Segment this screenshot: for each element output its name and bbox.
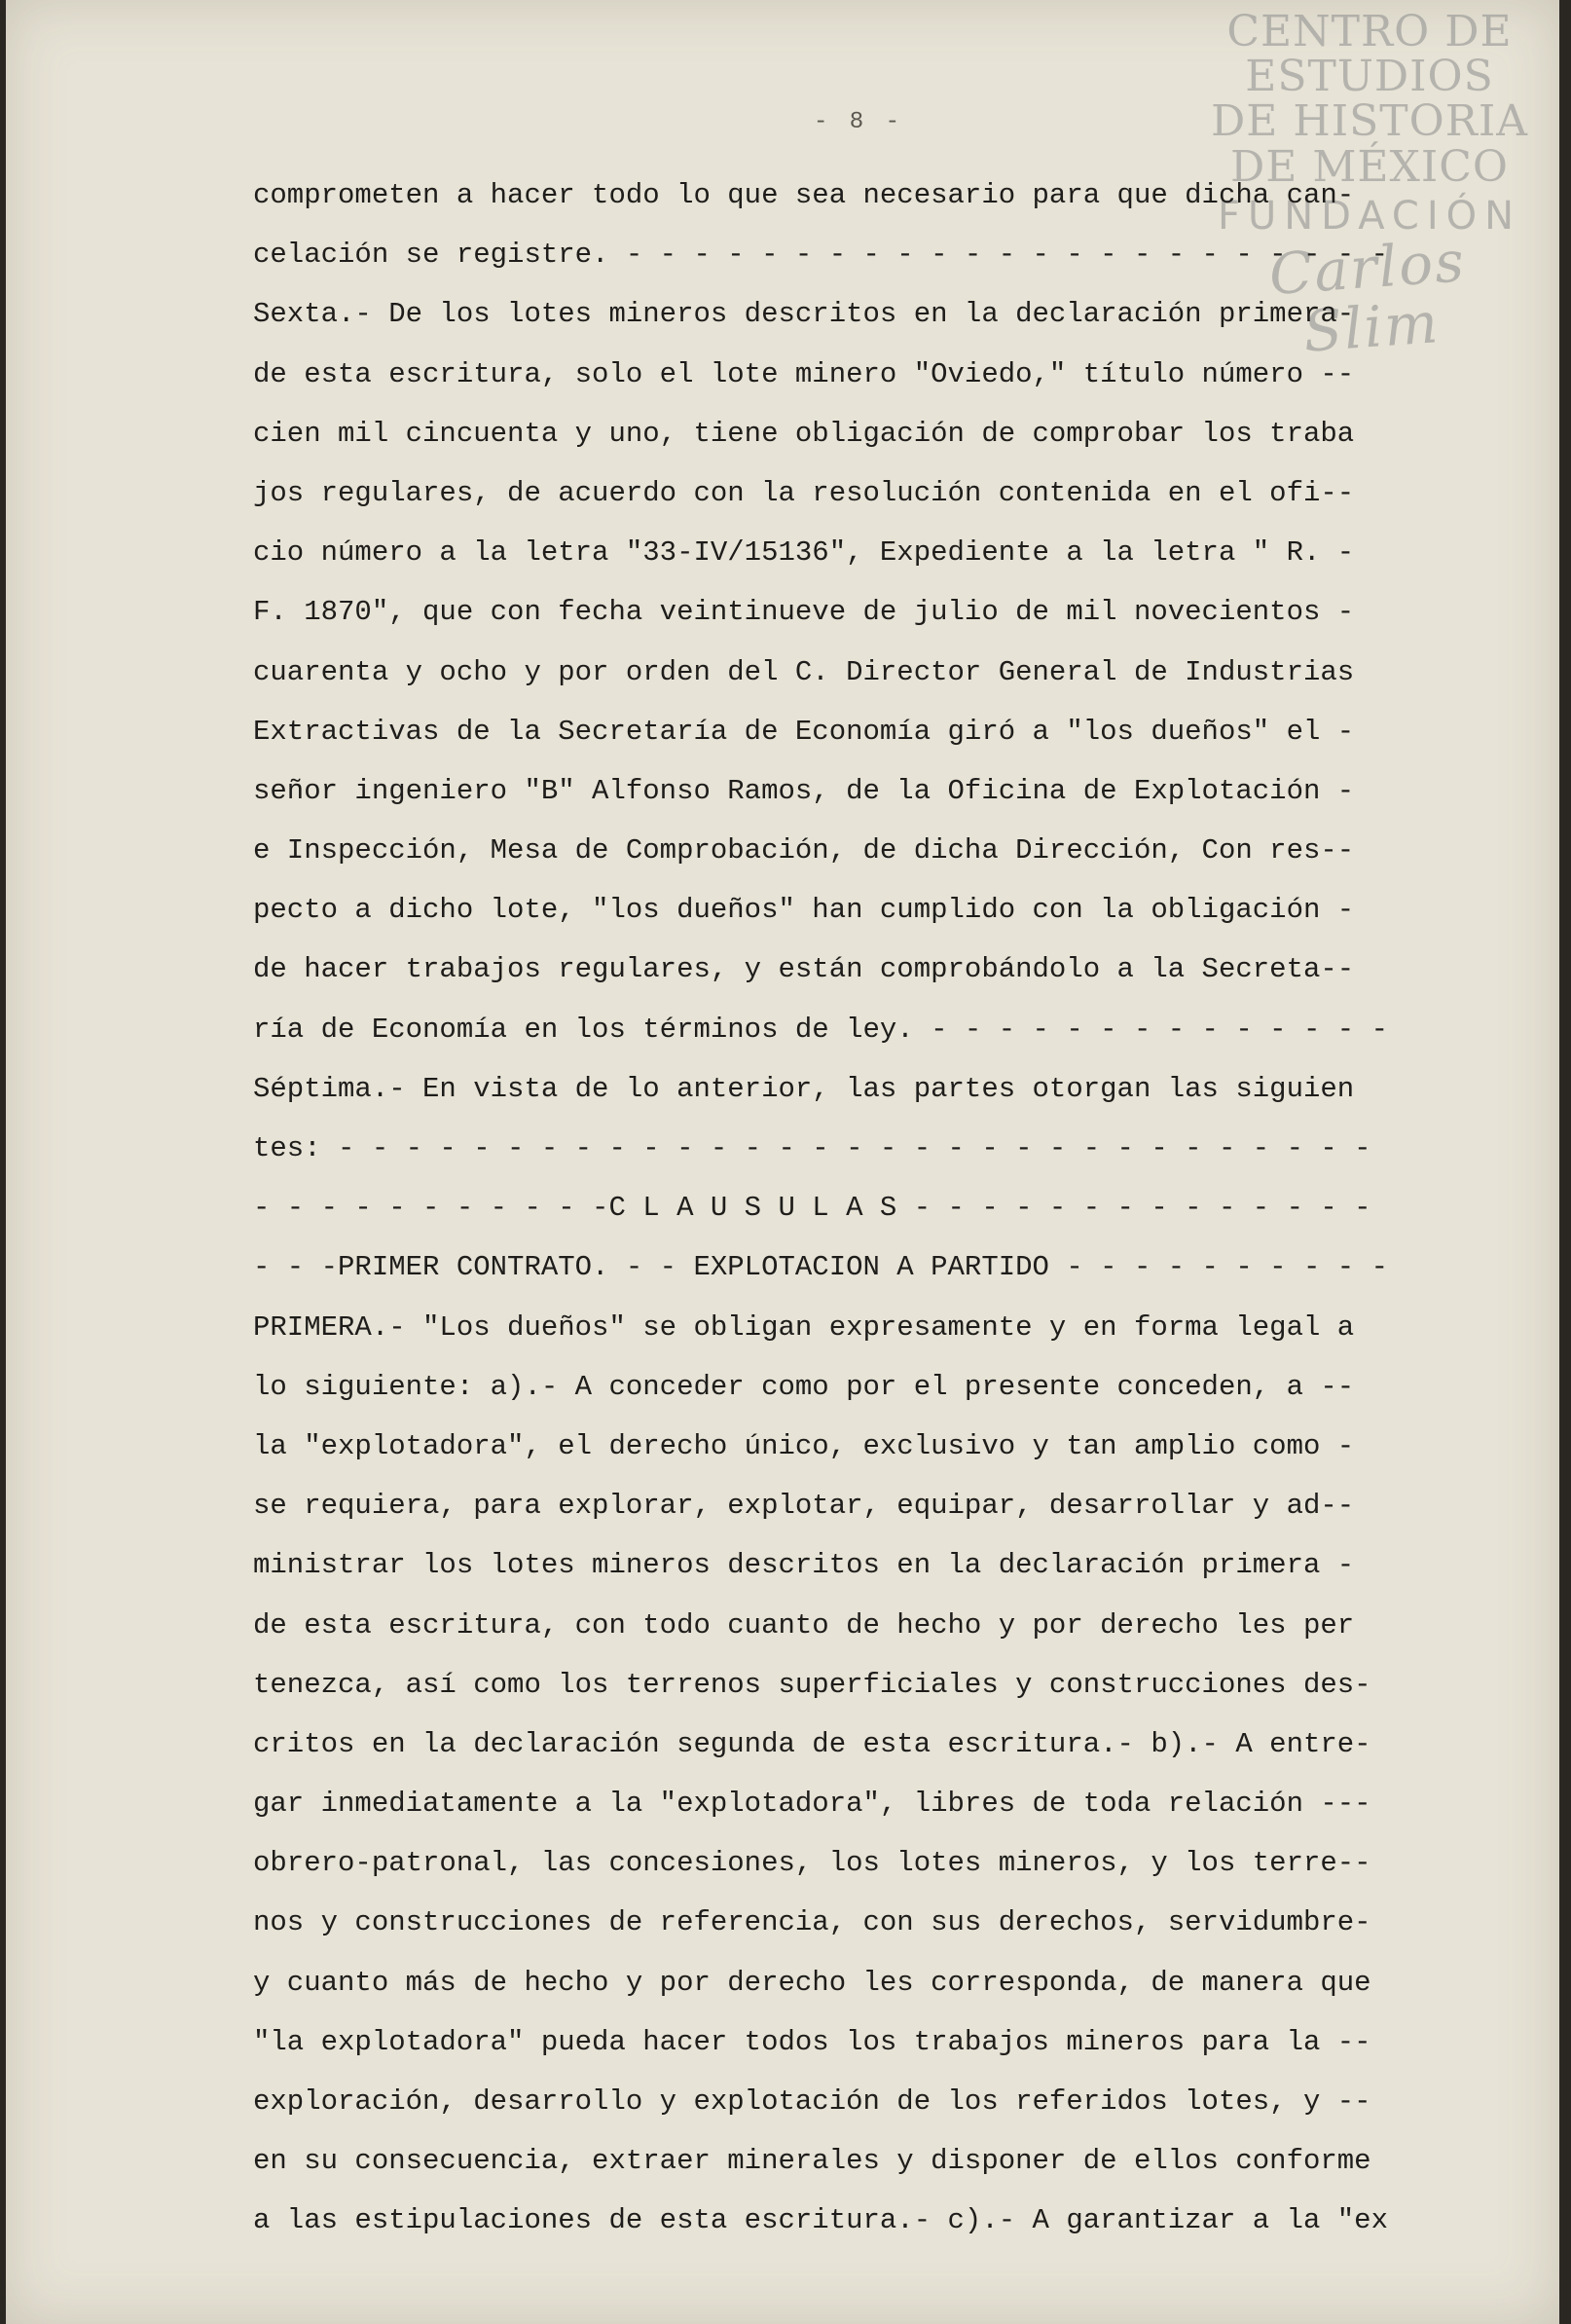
text-line: cio número a la letra "33-IV/15136", Expediente a la letra " R. - [253, 536, 1355, 570]
text-line: cuarenta y ocho y por orden del C. Director General de Industrias [253, 655, 1355, 688]
watermark-line: CENTRO DE [1226, 7, 1513, 56]
text-line: critos en la declaración segunda de esta escritura.- b).- A entre- [253, 1727, 1371, 1760]
text-line: cien mil cincuenta y uno, tiene obligación de comprobar los traba [253, 417, 1355, 450]
text-line: pecto a dicho lote, "los dueños" han cumplido con la obligación - [253, 894, 1355, 927]
text-line: comprometen a hacer todo lo que sea necesario para que dicha can- [253, 179, 1355, 211]
text-line: de esta escritura, con todo cuanto de hecho y por derecho les per [253, 1608, 1355, 1642]
text-line: tes: - - - - - - - - - - - - - - - - - - - - - - - - - - - - - - - [253, 1132, 1371, 1164]
text-line: y cuanto más de hecho y por derecho les corresponda, de manera que [253, 1966, 1371, 1999]
watermark-signature: Carlos Slim [1266, 227, 1468, 365]
text-line: Séptima.- En vista de lo anterior, las partes otorgan las siguien [253, 1072, 1355, 1105]
text-line: lo siguiente: a).- A conceder como por el presente conceden, a -- [253, 1370, 1355, 1403]
document-page [6, 0, 1559, 2324]
watermark-line: ESTUDIOS [1245, 52, 1494, 102]
text-line: señor ingeniero "B" Alfonso Ramos, de la Oficina de Explotación - [253, 774, 1355, 807]
watermark-foundation: FUNDACIÓN [1217, 193, 1522, 239]
text-line: tenezca, así como los terrenos superficiales y construcciones des- [253, 1668, 1371, 1701]
text-line: Extractivas de la Secretaría de Economía giró a "los dueños" el - [253, 715, 1355, 748]
text-line: la "explotadora", el derecho único, exclusivo y tan amplio como - [253, 1429, 1355, 1462]
watermark-line: DE MÉXICO [1230, 141, 1509, 192]
text-line: nos y construcciones de referencia, con sus derechos, servidumbre- [253, 1906, 1371, 1939]
text-line: PRIMERA.- "Los dueños" se obligan expresamente y en forma legal a [253, 1310, 1355, 1344]
text-line: de esta escritura, solo el lote minero "Oviedo," título número -- [253, 357, 1355, 390]
text-line: Sexta.- De los lotes mineros descritos en la declaración primera- [253, 298, 1355, 331]
section-heading-primer-contrato: - - -PRIMER CONTRATO. - - EXPLOTACION A PARTIDO - - - - - - - - - - [253, 1251, 1388, 1284]
text-line: celación se registre. - - - - - - - - - - - - - - - - - - - - - - - [253, 239, 1388, 272]
text-line: a las estipulaciones de esta escritura.- c).- A garantizar a la "ex [253, 2204, 1388, 2237]
text-line: gar inmediatamente a la "explotadora", libres de toda relación --- [253, 1788, 1371, 1821]
text-line: F. 1870", que con fecha veintinueve de julio de mil novecientos - [253, 596, 1355, 629]
text-line: e Inspección, Mesa de Comprobación, de dicha Dirección, Con res-- [253, 834, 1355, 867]
typed-body-text [253, 166, 1450, 2251]
text-line: exploración, desarrollo y explotación de los referidos lotes, y -- [253, 2085, 1371, 2118]
text-line: de hacer trabajos regulares, y están comprobándolo a la Secreta-- [253, 953, 1355, 986]
text-line: ría de Economía en los términos de ley. - - - - - - - - - - - - - - [253, 1013, 1388, 1046]
text-line: ministrar los lotes mineros descritos en la declaración primera - [253, 1549, 1355, 1582]
text-line: en su consecuencia, extraer minerales y disponer de ellos conforme [253, 2145, 1371, 2178]
text-line: se requiera, para explorar, explotar, equipar, desarrollar y ad-- [253, 1490, 1355, 1523]
text-line: jos regulares, de acuerdo con la resolución contenida en el ofi-- [253, 476, 1355, 509]
watermark-line: DE HISTORIA [1211, 96, 1528, 147]
section-heading-clausulas: - - - - - - - - - - -C L A U S U L A S - - - - - - - - - - - - - - [253, 1192, 1371, 1225]
page-number: - 8 - [814, 109, 904, 135]
text-line: obrero-patronal, las concesiones, los lotes mineros, y los terre-- [253, 1847, 1371, 1880]
text-line: "la explotadora" pueda hacer todos los trabajos mineros para la -- [253, 2025, 1371, 2058]
